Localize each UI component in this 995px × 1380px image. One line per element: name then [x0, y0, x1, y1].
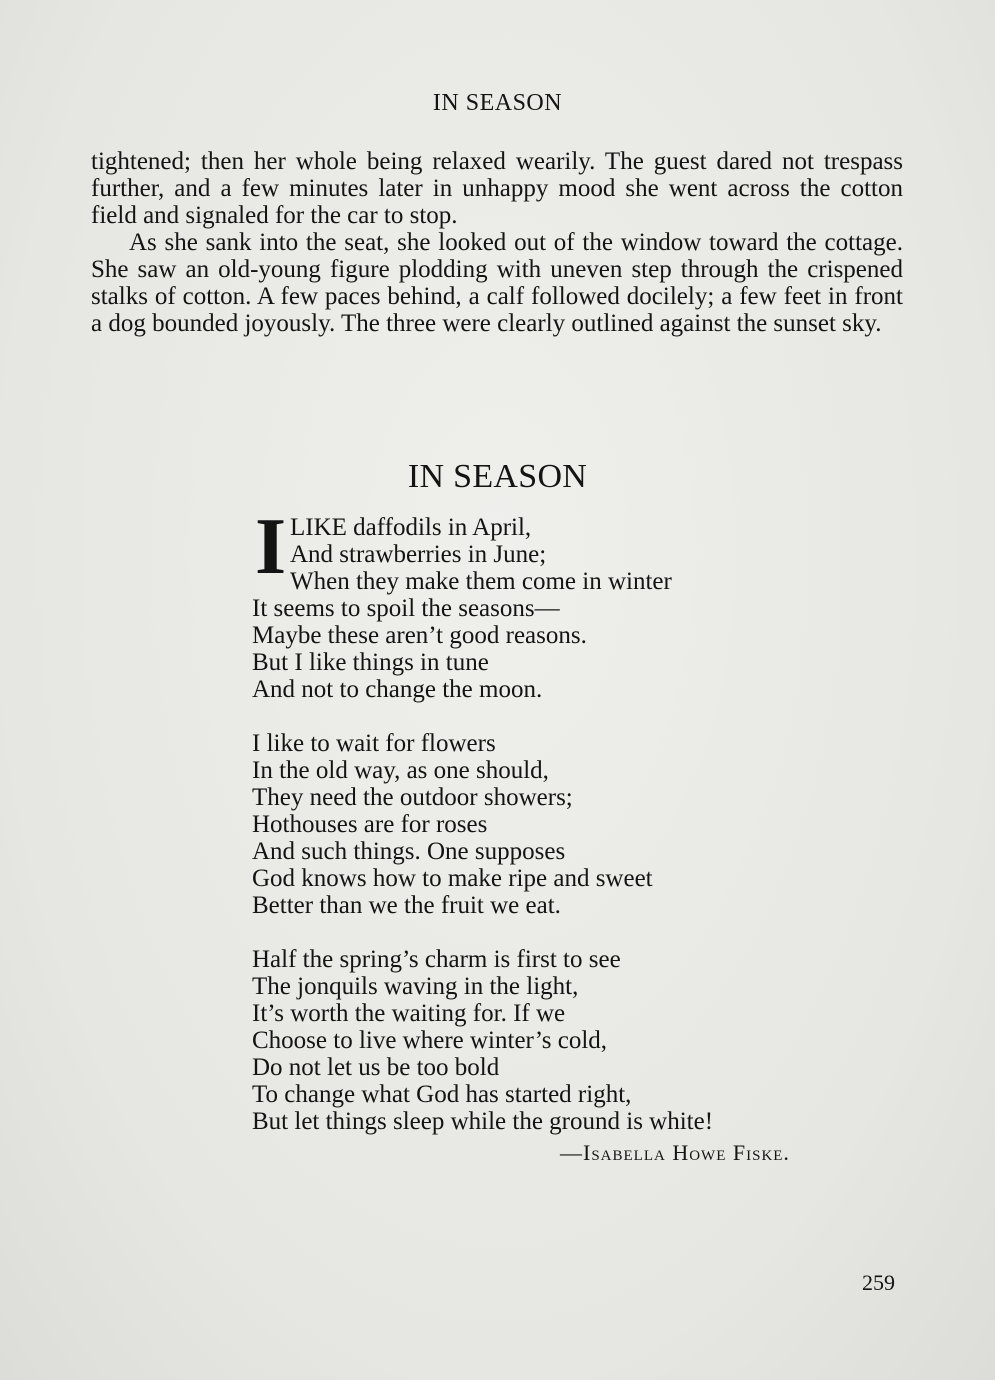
poem-line: And not to change the moon.: [252, 676, 543, 703]
poem-line: Half the spring’s charm is first to see: [252, 946, 621, 973]
poem-line: But let things sleep while the ground is white!: [252, 1108, 714, 1135]
poem-line: The jonquils waving in the light,: [252, 973, 579, 1000]
poem-line: Hothouses are for roses: [252, 811, 488, 838]
poem-line: And such things. One supposes: [252, 838, 566, 865]
prose-paragraph: As she sank into the seat, she looked out of the window toward the cottage. She saw an old-young figure plodding with uneven step through the crispened stalks of cotton. A few paces behind, a calf followed docilely; a few feet in front a dog bounded joyously. The three were clearly outlined against the sunset sky.: [91, 229, 903, 337]
drop-cap: I: [255, 503, 287, 591]
poem-line: LIKE daffodils in April,: [290, 514, 532, 541]
poem-line: God knows how to make ripe and sweet: [252, 865, 653, 892]
poem-line: To change what God has started right,: [252, 1081, 632, 1108]
poem-body: [252, 503, 892, 1162]
poem-line: I like to wait for flowers: [252, 730, 496, 757]
page-number: 259: [862, 1270, 895, 1295]
poem-line: But I like things in tune: [252, 649, 489, 676]
poem-signature: —Isabella Howe Fiske.: [560, 1140, 790, 1165]
poem-line: Maybe these aren’t good reasons.: [252, 622, 587, 649]
poem-line: In the old way, as one should,: [252, 757, 549, 784]
poem-line: When they make them come in winter: [290, 568, 672, 595]
poem-stanza: [252, 946, 892, 1135]
poem-title: IN SEASON: [407, 458, 588, 495]
poem-line: Do not let us be too bold: [252, 1054, 500, 1081]
poem-line: It’s worth the waiting for. If we: [252, 1000, 566, 1027]
poem-stanza: [252, 730, 892, 919]
running-head: IN SEASON: [432, 90, 563, 116]
poem-line: Choose to live where winter’s cold,: [252, 1027, 608, 1054]
prose-text: [91, 148, 903, 337]
poem-line: It seems to spoil the seasons—: [252, 595, 560, 622]
prose-paragraph: tightened; then her whole being relaxed wearily. The guest dared not trespass further, and a few minutes later in unhappy mood she went across the cotton field and signaled for the car to stop.: [91, 148, 903, 229]
poem-stanza: [252, 503, 892, 703]
poem-line: Better than we the fruit we eat.: [252, 892, 561, 919]
poem-line: And strawberries in June;: [290, 541, 547, 568]
poem-line: They need the outdoor showers;: [252, 784, 573, 811]
